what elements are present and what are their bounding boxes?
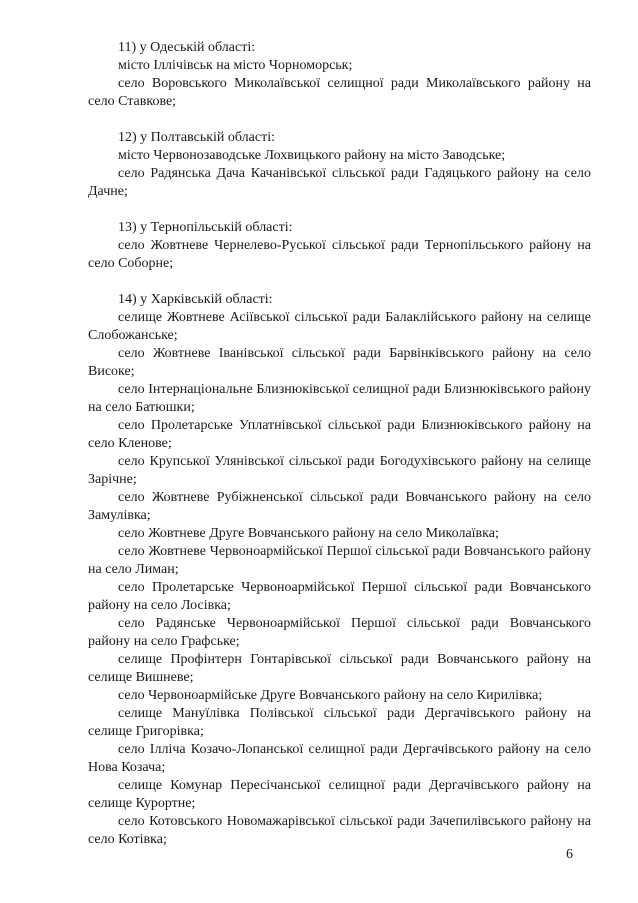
rename-item: село Жовтневе Чернелево-Руської сільської ради Тернопільського району на село Соборне;	[88, 238, 591, 271]
rename-item: село Радянська Дача Качанівської сільської ради Гадяцького району на село Дачне;	[88, 166, 591, 199]
rename-item: село Інтернаціональне Близнюківської селищної ради Близнюківського району на село Батюшки;	[88, 382, 591, 415]
page-number: 6	[566, 847, 573, 862]
rename-item: селище Мануїлівка Полівської сільської ради Дергачівського району на селище Григорівка;	[88, 706, 591, 739]
region-section-ternopil	[88, 219, 591, 273]
rename-item: село Воровського Миколаївської селищної ради Миколаївського району на село Ставкове;	[88, 76, 591, 109]
region-heading: 14) у Харківській області:	[118, 292, 273, 307]
rename-item: село Жовтневе Червоноармійської Першої сільської ради Вовчанського району на село Лиман;	[88, 544, 591, 577]
rename-item: село Пролетарське Червоноармійської Першої сільської ради Вовчанського району на село Лосівка;	[88, 580, 591, 613]
region-section-odesa	[88, 39, 591, 111]
rename-item: місто Червонозаводське Лохвицького району на місто Заводське;	[118, 148, 506, 163]
region-section-poltava	[88, 129, 591, 201]
rename-item: село Жовтневе Друге Вовчанського району на село Миколаївка;	[118, 526, 499, 541]
region-section-kharkiv	[88, 291, 591, 849]
rename-item: селище Жовтневе Асіївської сільської ради Балаклійського району на селище Слобожанське;	[88, 310, 591, 343]
rename-item: село Крупської Улянівської сільської ради Богодухівського району на селище Зарічне;	[88, 454, 591, 487]
rename-item: село Жовтневе Рубіжненської сільської ради Вовчанського району на село Замулівка;	[88, 490, 591, 523]
rename-item: село Радянське Червоноармійської Першої сільської ради Вовчанського району на село Графське;	[88, 616, 591, 649]
rename-item: село Жовтневе Іванівської сільської ради Барвінківського району на село Високе;	[88, 346, 591, 379]
region-heading: 13) у Тернопільській області:	[118, 220, 293, 235]
region-heading: 12) у Полтавській області:	[118, 130, 275, 145]
rename-item: селище Комунар Пересічанської селищної ради Дергачівського району на селище Курортне;	[88, 778, 591, 811]
rename-item: селище Профінтерн Гонтарівської сільської ради Вовчанського району на селище Вишневе;	[88, 652, 591, 685]
rename-item: село Пролетарське Уплатнівської сільської ради Близнюківського району на село Кленове;	[88, 418, 591, 451]
region-heading: 11) у Одеській області:	[118, 40, 256, 55]
rename-item: село Червоноармійське Друге Вовчанського району на село Кирилівка;	[118, 688, 543, 703]
document-body	[88, 39, 591, 849]
rename-item: місто Іллічівськ на місто Чорноморськ;	[118, 58, 353, 73]
rename-item: село Котовського Новомажарівської сільської ради Зачепилівського району на село Котівка;	[88, 814, 591, 847]
rename-item: село Ілліча Козачо-Лопанської селищної ради Дергачівського району на село Нова Козача;	[88, 742, 591, 775]
